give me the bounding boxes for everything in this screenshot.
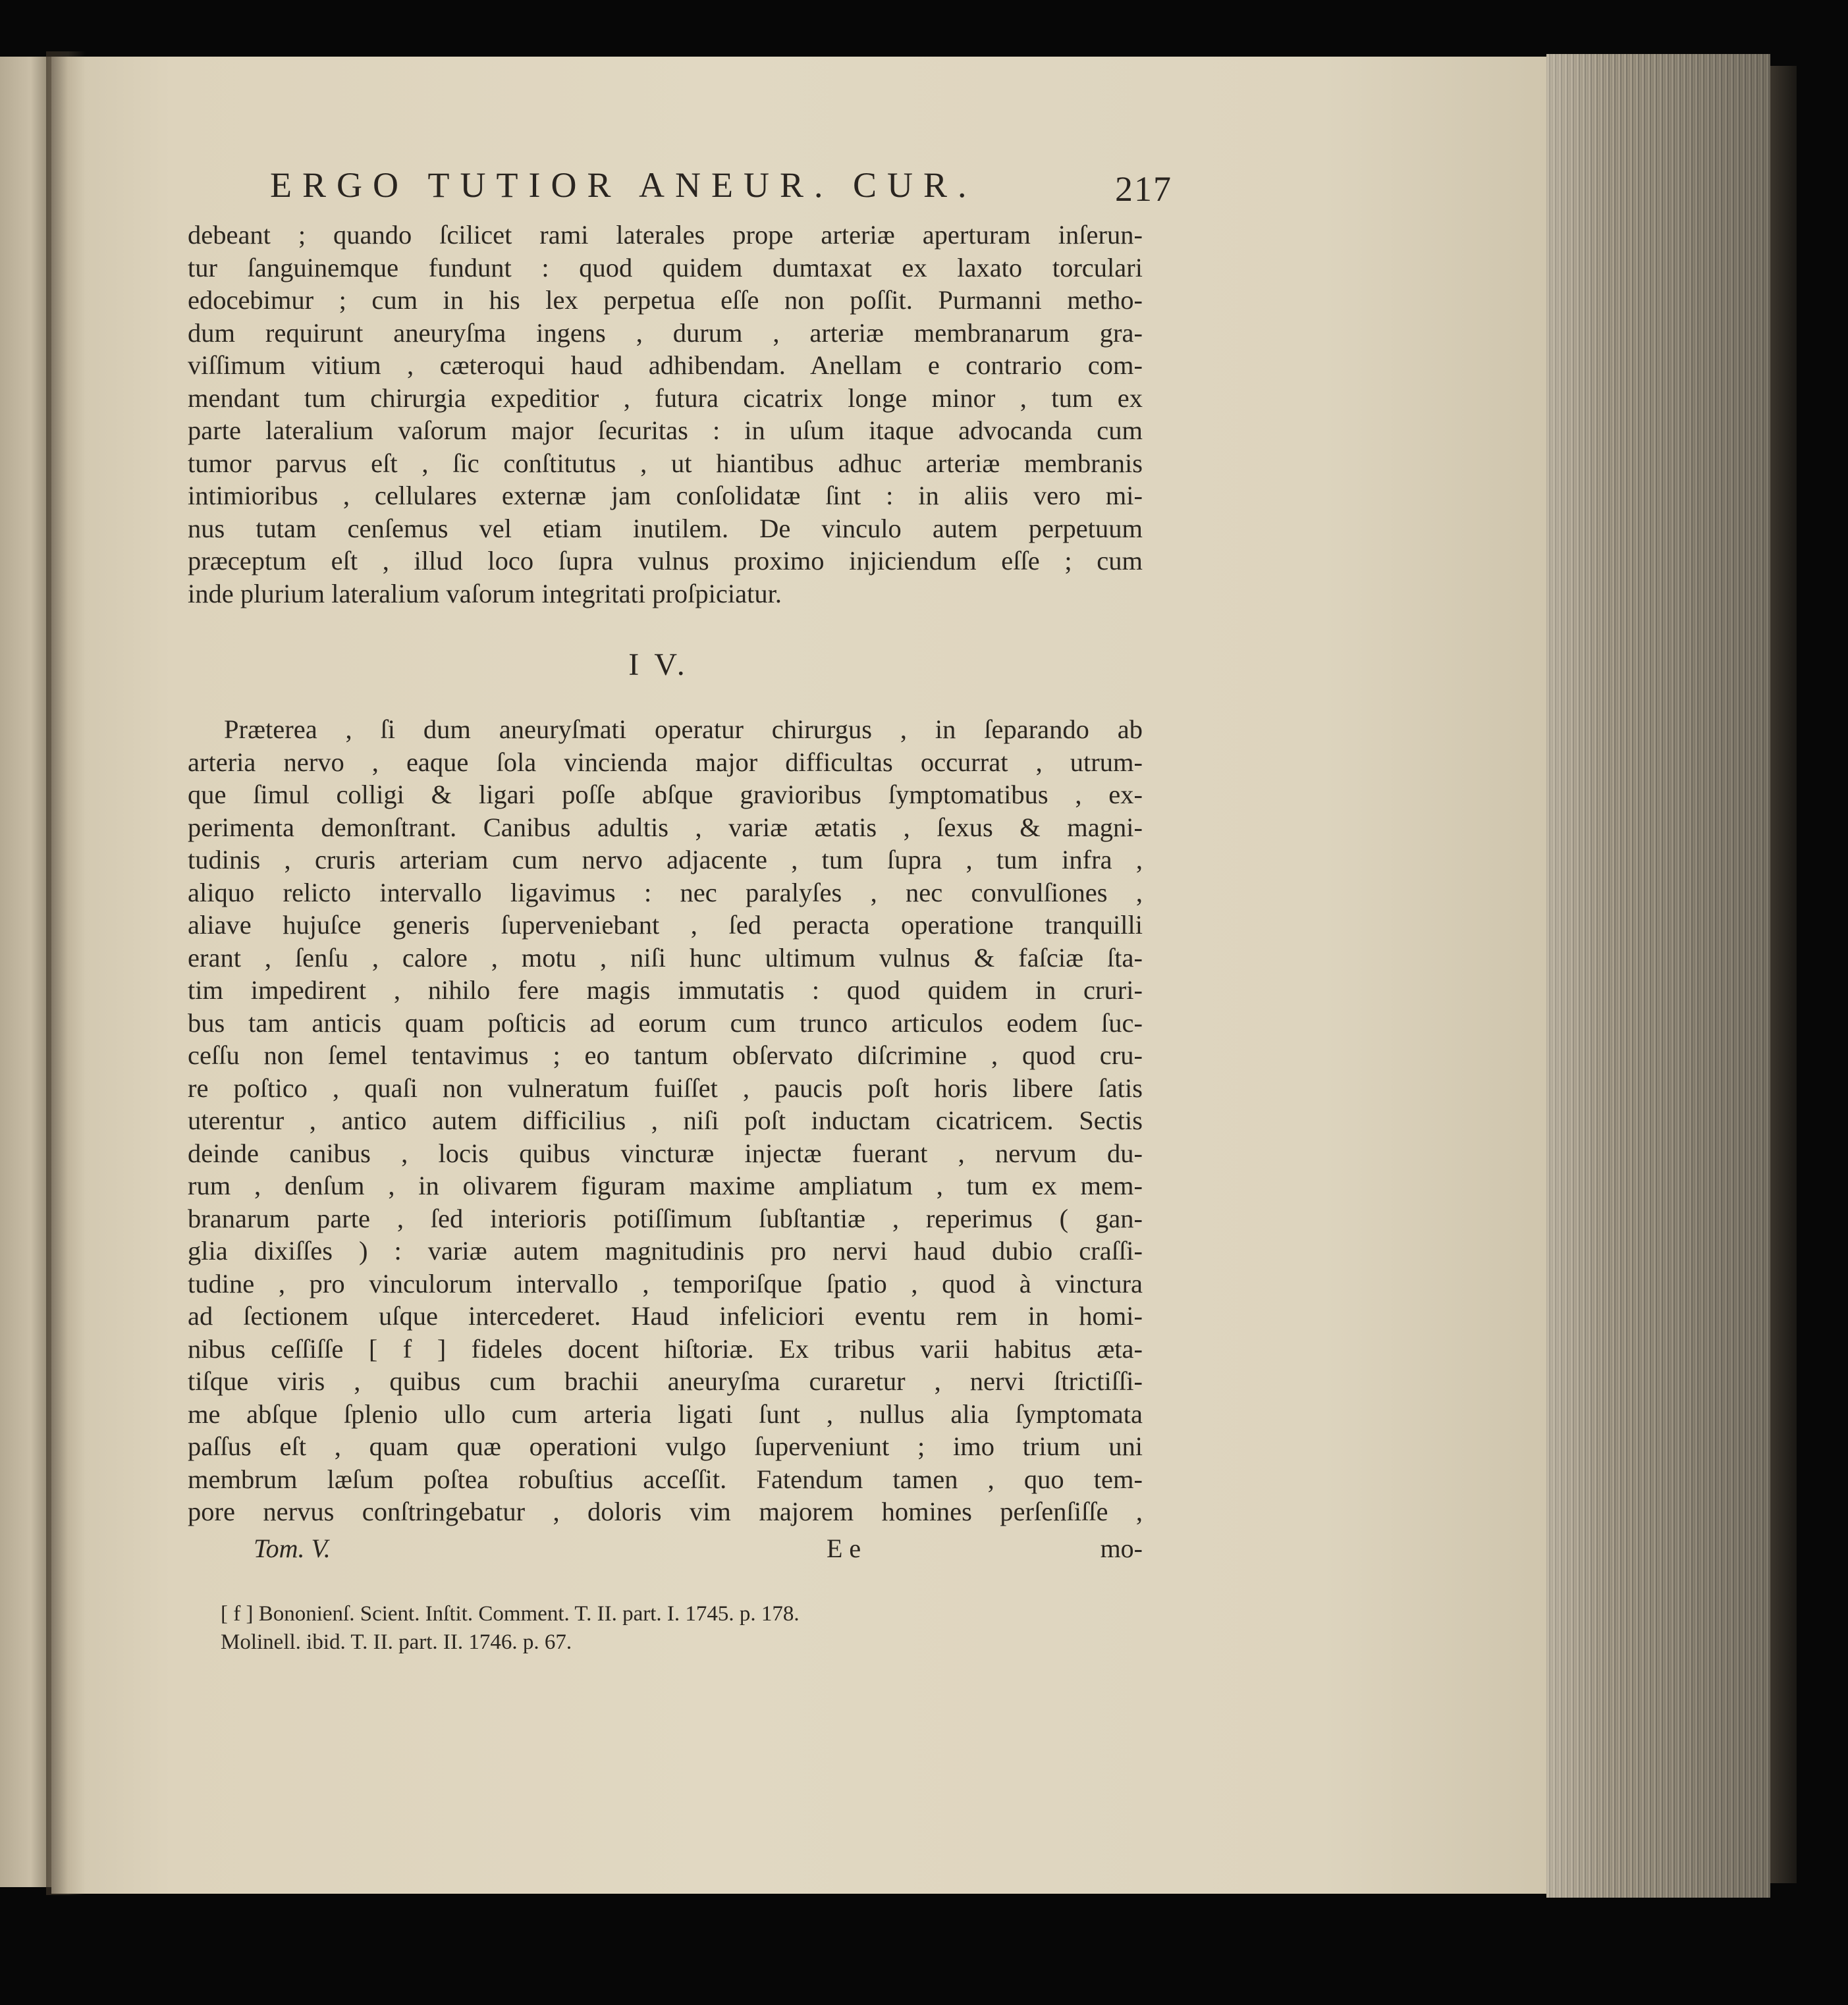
section-heading: I V. xyxy=(628,647,689,682)
footnote-line: Molinell. ibid. T. II. part. II. 1746. p. 67. xyxy=(221,1630,572,1654)
paragraph-1 xyxy=(188,219,1143,610)
facing-page-edge xyxy=(0,57,51,1887)
text-line: parte lateralium vaſorum major ſecuritas : in uſum itaque advocanda cum xyxy=(188,415,1143,445)
running-head: ERGO TUTIOR ANEUR. CUR. xyxy=(270,165,977,205)
text-line: intimioribus , cellulares externæ jam conſolidatæ ſint : in aliis vero mi- xyxy=(188,481,1143,510)
text-line: nibus ceſſiſſe [ f ] fideles docent hiſtoriæ. Ex tribus varii habitus æta- xyxy=(188,1333,1143,1364)
text-line: tudinis , cruris arteriam cum nervo adjacente , tum ſupra , tum infra , xyxy=(188,845,1143,874)
text-line: debeant ; quando ſcilicet rami laterales prope arteriæ aperturam inſerun- xyxy=(188,220,1143,250)
text-line: pore nervus conſtringebatur , doloris vim majorem homines perſenſiſſe , xyxy=(188,1497,1143,1526)
text-line: præceptum eſt , illud loco ſupra vulnus proximo injiciendum eſſe ; cum xyxy=(188,546,1143,575)
text-line: bus tam anticis quam poſticis ad eorum cum trunco articulos eodem ſuc- xyxy=(188,1007,1143,1038)
signature-line xyxy=(254,1533,1143,1566)
text-line: que ſimul colligi & ligari poſſe abſque gravioribus ſymptomatibus , ex- xyxy=(188,780,1143,809)
text-line: perimenta demonſtrant. Canibus adultis , variæ ætatis , ſexus & magni- xyxy=(188,812,1143,842)
text-line: tumor parvus eſt , ſic conſtitutus , ut hiantibus adhuc arteriæ membranis xyxy=(188,448,1143,478)
text-line: deinde canibus , locis quibus vincturæ injectæ fuerant , nervum du- xyxy=(188,1138,1143,1168)
signature-mark: E e xyxy=(827,1534,861,1563)
text-line: erant , ſenſu , calore , motu , niſi hunc ultimum vulnus & faſciæ ſta- xyxy=(188,942,1143,973)
text-line: ad ſectionem uſque intercederet. Haud infeliciori eventu rem in homi- xyxy=(188,1301,1143,1331)
text-line: paſſus eſt , quam quæ operationi vulgo ſuperveniunt ; imo trium uni xyxy=(188,1431,1143,1461)
text-line: aliave hujuſce generis ſuperveniebant , ſed peracta operatione tranquilli xyxy=(188,910,1143,940)
text-line: ceſſu non ſemel tentavimus ; eo tantum obſervato diſcrimine , quod cru- xyxy=(188,1040,1143,1070)
text-line: aliquo relicto intervallo ligavimus : nec paralyſes , nec convulſiones , xyxy=(188,877,1143,907)
page-number: 217 xyxy=(1115,169,1172,209)
text-line: tudine , pro vinculorum intervallo , temporiſque ſpatio , quod à vinctura xyxy=(188,1268,1143,1298)
text-line: tur ſanguinemque fundunt : quod quidem dumtaxat ex laxato torculari xyxy=(188,252,1143,282)
back-cover xyxy=(1770,66,1797,1883)
text-line: membrum læſum poſtea robuſtius acceſſit. Fatendum tamen , quo tem- xyxy=(188,1464,1143,1494)
text-line: uterentur , antico autem difficilius , niſi poſt inductam cicatricem. Sectis xyxy=(188,1106,1143,1135)
text-line: re poſtico , quaſi non vulneratum fuiſſet , paucis poſt horis libere ſatis xyxy=(188,1073,1143,1103)
volume-mark: Tom. V. xyxy=(254,1534,331,1563)
gutter-shadow xyxy=(46,51,86,1895)
text-line: viſſimum vitium , cæteroqui haud adhibendam. Anellam e contrario com- xyxy=(188,350,1143,380)
catchword: mo- xyxy=(1100,1534,1143,1563)
text-line: me abſque ſplenio ullo cum arteria ligati ſunt , nullus alia ſymptomata xyxy=(188,1399,1143,1429)
footnote-line: [ f ] Bononienſ. Scient. Inſtit. Comment. T. II. part. I. 1745. p. 178. xyxy=(221,1602,800,1626)
paragraph-2 xyxy=(188,713,1143,1528)
text-line: arteria nervo , eaque ſola vincienda major difficultas occurrat , utrum- xyxy=(188,747,1143,777)
text-line: glia dixiſſes ) : variæ autem magnitudinis pro nervi haud dubio craſſi- xyxy=(188,1236,1143,1266)
text-line: edocebimur ; cum in his lex perpetua eſſe non poſſit. Purmanni metho- xyxy=(188,285,1143,315)
text-line: branarum parte , ſed interioris potiſſimum ſubſtantiæ , reperimus ( gan- xyxy=(188,1203,1143,1233)
text-line: tim impedirent , nihilo fere magis immutatis : quod quidem in cruri- xyxy=(188,975,1143,1005)
text-line: mendant tum chirurgia expeditior , futura cicatrix longe minor , tum ex xyxy=(188,383,1143,413)
footnote xyxy=(221,1600,1143,1657)
text-line: rum , denſum , in olivarem figuram maxime ampliatum , tum ex mem- xyxy=(188,1171,1143,1200)
page-block-shading xyxy=(1546,54,1770,1898)
text-line: nus tutam cenſemus vel etiam inutilem. De vinculo autem perpetuum xyxy=(188,513,1143,543)
text-line: inde plurium lateralium vaſorum integritati proſpiciatur. xyxy=(188,578,782,608)
text-line: tiſque viris , quibus cum brachii aneuryſma curaretur , nervi ſtrictiſſi- xyxy=(188,1366,1143,1396)
text-line: Præterea , ſi dum aneuryſmati operatur chirurgus , in ſeparando ab xyxy=(224,714,1143,744)
text-line: dum requirunt aneuryſma ingens , durum , arteriæ membranarum gra- xyxy=(188,317,1143,348)
